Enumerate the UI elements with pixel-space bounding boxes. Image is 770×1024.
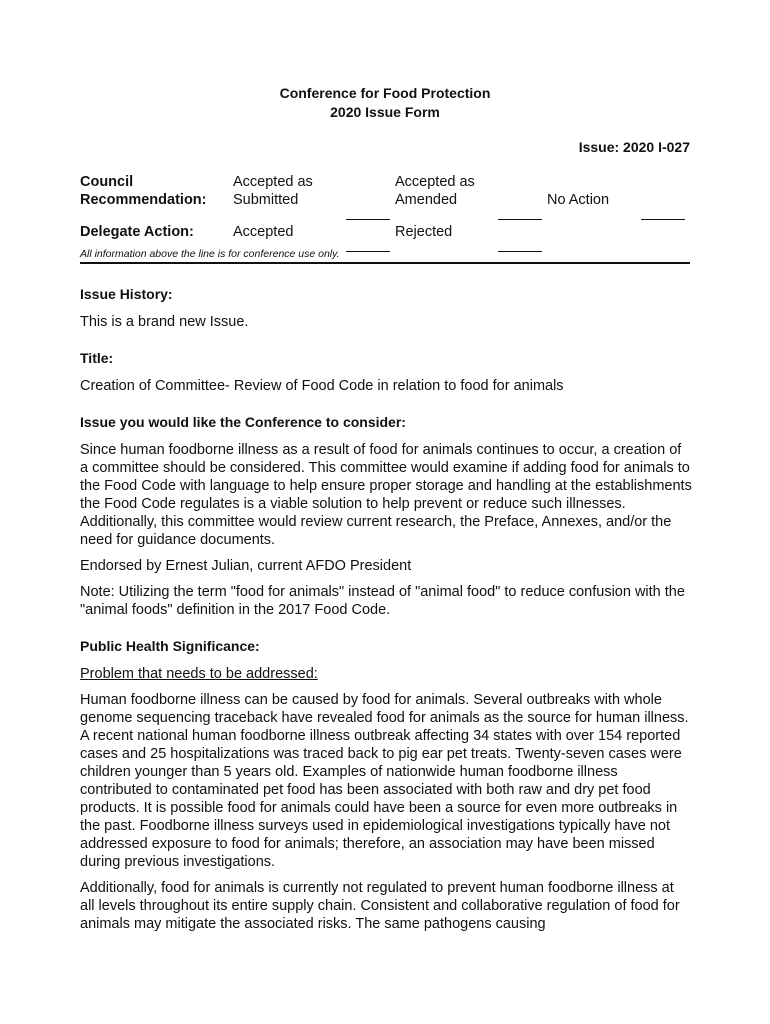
council-no-action-blank[interactable] <box>641 207 685 225</box>
problem-subheading: Problem that needs to be addressed: <box>80 666 318 682</box>
issue-number: Issue: 2020 I-027 <box>578 139 690 155</box>
council-option-accepted-amended: Accepted as Amended <box>395 174 475 208</box>
terminology-note: Note: Utilizing the term "food for animals" instead of "animal food" to reduce confusion with the "animal foods" definition in the 2017 Food Code. <box>80 584 685 618</box>
form-header <box>0 84 770 122</box>
form-title: 2020 Issue Form <box>330 104 440 120</box>
public-health-heading: Public Health Significance: <box>80 638 260 654</box>
delegate-option-rejected: Rejected <box>395 224 453 240</box>
delegate-accepted-blank[interactable] <box>346 239 390 257</box>
delegate-option-accepted: Accepted <box>233 224 294 240</box>
issue-history-heading: Issue History: <box>80 286 173 302</box>
title-section <box>80 349 692 395</box>
consider-paragraph: Since human foodborne illness as a result of food for animals continues to occur, a creation of a committee should be considered. This committee would examine if adding food for animals to the Food Code with language to help ensure proper storage and handling at the establishments the Food Code regulates is a viable solution to help prevent or reduce such illnesses. Additionally, this committee would review current research, the Preface, Annexes, and/or the need for guidance documents. <box>80 442 692 548</box>
public-health-paragraph-2: Additionally, food for animals is currently not regulated to prevent human foodborne illness at all levels throughout its entire supply chain. Consistent and collaborative regulation of food for animals may mitigate the associated risks. The same pathogens causing <box>80 880 680 932</box>
delegate-rejected-blank[interactable] <box>498 239 542 257</box>
council-option-no-action: No Action <box>547 192 610 208</box>
issue-history-text: This is a brand new Issue. <box>80 314 249 330</box>
delegate-label: Delegate Action: <box>80 224 194 240</box>
divider-line <box>80 262 690 264</box>
document-body <box>80 285 692 951</box>
consider-section <box>80 413 692 619</box>
conference-use-note: All information above the line is for conference use only. <box>80 248 340 260</box>
council-submitted-blank[interactable] <box>346 207 390 225</box>
title-text: Creation of Committee- Review of Food Code in relation to food for animals <box>80 378 564 394</box>
council-amended-blank[interactable] <box>498 207 542 225</box>
endorsement-paragraph: Endorsed by Ernest Julian, current AFDO President <box>80 558 412 574</box>
issue-history-section <box>80 285 692 331</box>
council-option-accepted-submitted: Accepted as Submitted <box>233 174 313 208</box>
council-label: Council Recommendation: <box>80 174 207 208</box>
title-heading: Title: <box>80 350 114 366</box>
public-health-section <box>80 637 692 933</box>
conference-title: Conference for Food Protection <box>279 85 491 101</box>
consider-heading: Issue you would like the Conference to consider: <box>80 414 406 430</box>
public-health-paragraph-1: Human foodborne illness can be caused by food for animals. Several outbreaks with whole genome sequencing traceback have revealed food for animals as the source for human illness. A recent national human foodborne illness outbreak affecting 34 states with over 154 reported cases and 25 hospitalizations was traced back to pig ear pet treats. Twenty-seven cases were children younger than 5 years old. Examples of nationwide human foodborne illness contributed to contaminated pet food has been associated with both raw and dry pet food products. It is possible food for animals could have been a source for even more outbreaks in the past. Foodborne illness surveys used in epidemiological investigations typically have not addressed exposure to food for animals; therefore, an association may have been missed during previous investigations. <box>80 692 689 870</box>
